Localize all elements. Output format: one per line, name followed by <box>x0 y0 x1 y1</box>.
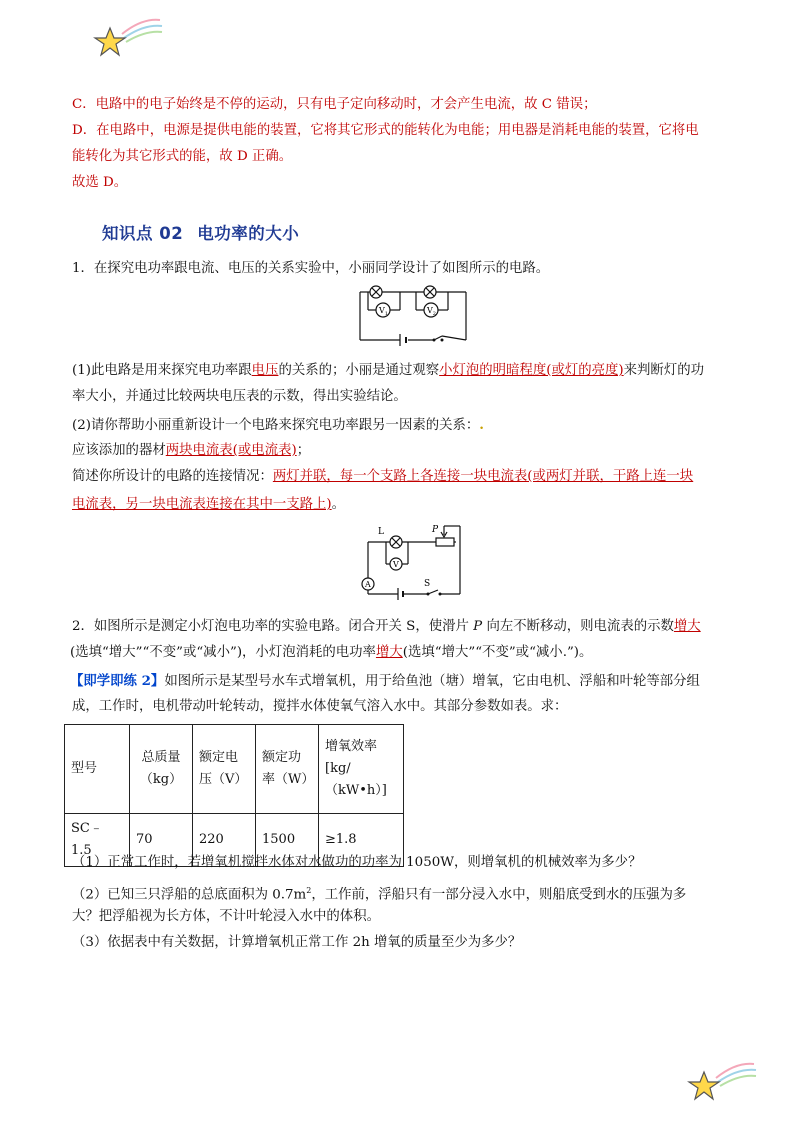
table-cell: 220 <box>193 814 256 867</box>
question-2-line2: 大？把浮船视为长方体，不计叶轮浸入水中的体积。 <box>72 909 380 924</box>
q1-answer-brightness: 小灯泡的明暗程度(或灯的亮度) <box>439 363 624 378</box>
q1-answer-connection-a: 两灯并联，每一个支路上各连接一块电流表(或两灯并联，干路上连一块 <box>272 469 694 484</box>
q1-part1-line2: 率大小，并通过比较两块电压表的示数，得出实验结论。 <box>72 389 407 404</box>
q1-answer-voltage: 电压 <box>251 363 279 378</box>
q1-connection-line1: 简述你所设计的电路的连接情况：两灯并联，每一个支路上各连接一块电流表(或两灯并联，干路上连一块 <box>72 469 694 484</box>
table-cell: 1500 <box>256 814 319 867</box>
q2-line2: (选填“增大”“不变”或“减小”)，小灯泡消耗的电功率增大(选填“增大”“不变”或“减小.”)。 <box>70 645 593 660</box>
q1-part1-line1: (1)此电路是用来探究电功率跟电压的关系的；小丽是通过观察小灯泡的明暗程度(或灯的亮度)来判断灯的功 <box>72 363 704 378</box>
q1-equipment: 应该添加的器材两块电流表(或电流表)； <box>72 443 311 458</box>
voltmeter-v1-label: $V_1$ <box>379 306 388 317</box>
voltmeter-label: V <box>393 560 399 569</box>
ammeter-label: A <box>365 580 371 589</box>
practice-line2: 成，工作时，电机带动叶轮转动，搅拌水体使氧气溶入水中。其部分参数如表。求： <box>72 699 568 714</box>
q1-answer-equipment: 两块电流表(或电流表) <box>165 443 297 458</box>
q2-answer-current: 增大 <box>673 619 701 634</box>
practice-tag: 【即学即练 2】 <box>70 673 165 689</box>
table-header-cell: 型号 <box>65 725 130 814</box>
answer-choice: 故选 D。 <box>72 175 128 190</box>
circuit-diagram-1 <box>358 282 470 348</box>
section-heading <box>102 220 299 244</box>
table-cell: ≥1.8 <box>319 814 404 867</box>
table-header-cell: 额定电 压（V） <box>193 725 256 814</box>
q1-stem: 1．在探究电功率跟电流、电压的关系实验中，小丽同学设计了如图所示的电路。 <box>72 261 550 276</box>
q1-answer-connection-b: 电流表，另一块电流表连接在其中一支路上) <box>72 497 332 512</box>
q2-answer-power: 增大 <box>375 645 403 660</box>
star-decoration-icon <box>92 14 164 60</box>
answer-d-line2: 能转化为其它形式的能，故 D 正确。 <box>72 149 293 164</box>
section-label: 知识点 02 <box>102 224 184 243</box>
q1-connection-line2: 电流表，另一块电流表连接在其中一支路上)。 <box>72 497 346 512</box>
section-title: 电功率的大小 <box>197 224 300 243</box>
spec-table <box>64 724 404 867</box>
table-header-cell: 额定功 率（W） <box>256 725 319 814</box>
switch-label: S <box>424 579 431 589</box>
slider-label: P <box>432 525 439 535</box>
q2-line1: 2．如图所示是测定小灯泡电功率的实验电路。闭合开关 S，使滑片 P 向左不断移动，则电流表的示数增大 <box>72 619 701 634</box>
table-cell: SC﹣1.5 <box>65 814 130 867</box>
voltmeter-v2-label: $V_2$ <box>427 306 436 317</box>
star-decoration-icon <box>686 1058 758 1104</box>
q1-part2: (2)请你帮助小丽重新设计一个电路来探究电功率跟另一因素的关系：. <box>72 417 484 433</box>
table-header-cell: 增氧效率 [kg/ （kW•h）] <box>319 725 404 814</box>
practice-line1: 【即学即练 2】如图所示是某型号水车式增氧机，用于给鱼池（塘）增氧，它由电机、浮船和叶轮等部分组 <box>70 673 700 689</box>
question-3: （3）依据表中有关数据，计算增氧机正常工作 2h 增氧的质量至少为多少？ <box>72 935 522 950</box>
table-header-cell: 总质量 （kg） <box>130 725 193 814</box>
table-cell: 70 <box>130 814 193 867</box>
table-header-row <box>65 725 404 814</box>
circuit-diagram-2 <box>356 520 466 602</box>
question-1: （1）正常工作时，若增氧机搅拌水体对水做功的功率为 1050W，则增氧机的机械效率为多少？ <box>72 855 642 870</box>
lamp-label: L <box>378 527 384 537</box>
answer-c: C．电路中的电子始终是不停的运动，只有电子定向移动时，才会产生电流，故 C 错误； <box>72 97 597 112</box>
question-2-line1: （2）已知三只浮船的总底面积为 $0.7m^2$，工作前，浮船只有一部分浸入水中，则船底受到水的压强为多 <box>72 886 687 903</box>
answer-d-line1: D．在电路中，电源是提供电能的装置，它将其它形式的能转化为电能；用电器是消耗电能的装置，它将电 <box>72 123 699 138</box>
